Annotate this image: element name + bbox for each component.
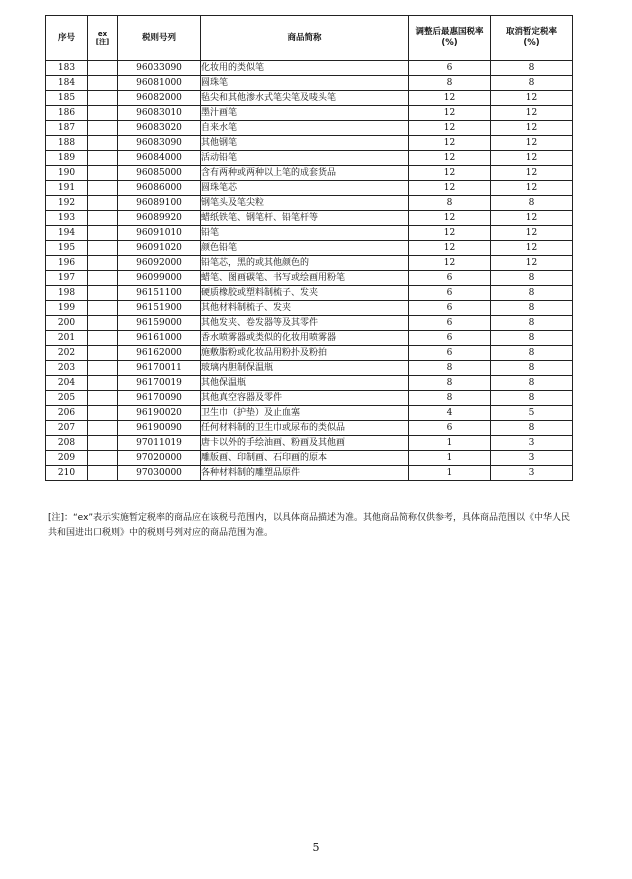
table-row: [46, 271, 573, 286]
cell-adjusted-rate: 1: [409, 466, 491, 481]
cell-cancelled-rate: 12: [491, 226, 573, 241]
cell-adjusted-rate: 8: [409, 376, 491, 391]
cell-ex: [88, 316, 118, 331]
cell-ex: [88, 361, 118, 376]
cell-name: 墨汁画笔: [201, 106, 409, 121]
cell-seq: 197: [46, 271, 88, 286]
cell-adjusted-rate: 6: [409, 61, 491, 76]
cell-code: 96083090: [118, 136, 201, 151]
header-cancelled-label: 取消暂定税率: [505, 27, 557, 37]
cell-seq: 199: [46, 301, 88, 316]
cell-ex: [88, 181, 118, 196]
cell-seq: 185: [46, 91, 88, 106]
cell-name: 毡尖和其他渗水式笔尖笔及唛头笔: [201, 91, 409, 106]
tariff-table: [45, 15, 573, 481]
cell-cancelled-rate: 12: [491, 121, 573, 136]
cell-cancelled-rate: 8: [491, 316, 573, 331]
cell-cancelled-rate: 8: [491, 346, 573, 361]
table-row: [46, 451, 573, 466]
cell-adjusted-rate: 12: [409, 106, 491, 121]
cell-cancelled-rate: 3: [491, 436, 573, 451]
cell-cancelled-rate: 8: [491, 61, 573, 76]
header-cancelled: [491, 16, 573, 61]
table-row: [46, 316, 573, 331]
cell-name: 任何材料制的卫生巾或尿布的类似品: [201, 421, 409, 436]
cell-adjusted-rate: 6: [409, 421, 491, 436]
table-row: [46, 181, 573, 196]
cell-adjusted-rate: 12: [409, 121, 491, 136]
cell-adjusted-rate: 6: [409, 286, 491, 301]
cell-adjusted-rate: 1: [409, 436, 491, 451]
table-row: [46, 61, 573, 76]
cell-seq: 191: [46, 181, 88, 196]
cell-code: 96089100: [118, 196, 201, 211]
table-row: [46, 391, 573, 406]
cell-cancelled-rate: 12: [491, 241, 573, 256]
footnote: [注]：“ex”表示实施暂定税率的商品应在该税号范围内，以具体商品描述为准。其他商品简称仅供参考，具体商品范围以《中华人民共和国进出口税则》中的税则号列对应的商品范围为准。: [48, 513, 571, 538]
cell-cancelled-rate: 3: [491, 451, 573, 466]
cell-seq: 196: [46, 256, 88, 271]
cell-code: 96190090: [118, 421, 201, 436]
cell-name: 施敷脂粉或化妆品用粉扑及粉拍: [201, 346, 409, 361]
table-header: [46, 16, 573, 61]
table-row: [46, 106, 573, 121]
cell-name: 其他发夹、卷发器等及其零件: [201, 316, 409, 331]
cell-seq: 189: [46, 151, 88, 166]
cell-cancelled-rate: 8: [491, 196, 573, 211]
cell-ex: [88, 241, 118, 256]
cell-adjusted-rate: 12: [409, 211, 491, 226]
cell-name: 其他保温瓶: [201, 376, 409, 391]
cell-seq: 203: [46, 361, 88, 376]
cell-ex: [88, 331, 118, 346]
cell-seq: 204: [46, 376, 88, 391]
table-row: [46, 151, 573, 166]
cell-ex: [88, 286, 118, 301]
cell-ex: [88, 136, 118, 151]
header-adjusted-label: 调整后最惠国税率: [415, 27, 484, 37]
cell-adjusted-rate: 12: [409, 136, 491, 151]
cell-adjusted-rate: 6: [409, 316, 491, 331]
table-row: [46, 376, 573, 391]
cell-seq: 202: [46, 346, 88, 361]
cell-cancelled-rate: 8: [491, 286, 573, 301]
cell-code: 96033090: [118, 61, 201, 76]
cell-cancelled-rate: 12: [491, 91, 573, 106]
cell-name: 蜡笔、图画碳笔、书写或绘画用粉笔: [201, 271, 409, 286]
cell-code: 96170011: [118, 361, 201, 376]
header-ex-note: [注]: [95, 38, 110, 46]
header-ex: [88, 16, 118, 61]
cell-seq: 198: [46, 286, 88, 301]
cell-adjusted-rate: 4: [409, 406, 491, 421]
cell-cancelled-rate: 8: [491, 271, 573, 286]
table-row: [46, 121, 573, 136]
cell-ex: [88, 406, 118, 421]
cell-seq: 206: [46, 406, 88, 421]
cell-ex: [88, 106, 118, 121]
cell-adjusted-rate: 8: [409, 361, 491, 376]
cell-cancelled-rate: 8: [491, 421, 573, 436]
cell-name: 圆珠笔: [201, 76, 409, 91]
cell-adjusted-rate: 6: [409, 346, 491, 361]
cell-cancelled-rate: 12: [491, 181, 573, 196]
cell-code: 96083020: [118, 121, 201, 136]
cell-seq: 188: [46, 136, 88, 151]
cell-code: 96081000: [118, 76, 201, 91]
header-name: 商品简称: [201, 16, 409, 61]
cell-seq: 194: [46, 226, 88, 241]
cell-name: 活动铅笔: [201, 151, 409, 166]
cell-adjusted-rate: 6: [409, 271, 491, 286]
cell-adjusted-rate: 1: [409, 451, 491, 466]
cell-seq: 201: [46, 331, 88, 346]
cell-adjusted-rate: 6: [409, 331, 491, 346]
cell-adjusted-rate: 12: [409, 181, 491, 196]
cell-ex: [88, 76, 118, 91]
header-cancelled-unit: (%): [523, 38, 540, 48]
cell-code: 96083010: [118, 106, 201, 121]
cell-code: 96092000: [118, 256, 201, 271]
table-row: [46, 136, 573, 151]
cell-cancelled-rate: 12: [491, 106, 573, 121]
cell-cancelled-rate: 8: [491, 76, 573, 91]
cell-name: 颜色铅笔: [201, 241, 409, 256]
cell-ex: [88, 466, 118, 481]
cell-seq: 183: [46, 61, 88, 76]
cell-name: 圆珠笔芯: [201, 181, 409, 196]
cell-ex: [88, 166, 118, 181]
cell-ex: [88, 211, 118, 226]
cell-ex: [88, 256, 118, 271]
cell-seq: 184: [46, 76, 88, 91]
cell-code: 96089920: [118, 211, 201, 226]
table-row: [46, 166, 573, 181]
cell-cancelled-rate: 12: [491, 211, 573, 226]
table-row: [46, 91, 573, 106]
cell-adjusted-rate: 6: [409, 301, 491, 316]
cell-name: 铅笔芯，黑的或其他颜色的: [201, 256, 409, 271]
table-body: [46, 61, 573, 481]
cell-ex: [88, 226, 118, 241]
table-row: [46, 226, 573, 241]
cell-code: 96099000: [118, 271, 201, 286]
header-row: [46, 16, 573, 61]
cell-adjusted-rate: 12: [409, 91, 491, 106]
cell-cancelled-rate: 12: [491, 151, 573, 166]
table-row: [46, 406, 573, 421]
cell-name: 香水喷雾器或类似的化妆用喷雾器: [201, 331, 409, 346]
cell-name: 蜡纸铁笔、钢笔杆、铅笔杆等: [201, 211, 409, 226]
cell-cancelled-rate: 8: [491, 361, 573, 376]
cell-ex: [88, 196, 118, 211]
cell-seq: 208: [46, 436, 88, 451]
cell-adjusted-rate: 8: [409, 196, 491, 211]
cell-code: 96151900: [118, 301, 201, 316]
cell-name: 唐卡以外的手绘油画、粉画及其他画: [201, 436, 409, 451]
table-row: [46, 196, 573, 211]
cell-ex: [88, 436, 118, 451]
cell-code: 96085000: [118, 166, 201, 181]
cell-adjusted-rate: 8: [409, 391, 491, 406]
cell-name: 各种材料制的雕塑品原件: [201, 466, 409, 481]
page-number: 5: [312, 841, 320, 854]
cell-name: 化妆用的类似笔: [201, 61, 409, 76]
cell-code: 97020000: [118, 451, 201, 466]
cell-name: 玻璃内胆制保温瓶: [201, 361, 409, 376]
cell-seq: 186: [46, 106, 88, 121]
cell-name: 铅笔: [201, 226, 409, 241]
table-row: [46, 256, 573, 271]
cell-ex: [88, 301, 118, 316]
table-row: [46, 241, 573, 256]
cell-name: 自来水笔: [201, 121, 409, 136]
cell-ex: [88, 61, 118, 76]
cell-name: 其他钢笔: [201, 136, 409, 151]
table-row: [46, 436, 573, 451]
cell-name: 硬质橡胶或塑料制梳子、发夹: [201, 286, 409, 301]
cell-code: 96190020: [118, 406, 201, 421]
cell-cancelled-rate: 8: [491, 376, 573, 391]
cell-ex: [88, 376, 118, 391]
table-row: [46, 466, 573, 481]
cell-cancelled-rate: 8: [491, 391, 573, 406]
cell-code: 96159000: [118, 316, 201, 331]
cell-code: 96170019: [118, 376, 201, 391]
cell-code: 96082000: [118, 91, 201, 106]
table-row: [46, 346, 573, 361]
cell-ex: [88, 346, 118, 361]
cell-seq: 205: [46, 391, 88, 406]
cell-ex: [88, 391, 118, 406]
cell-seq: 192: [46, 196, 88, 211]
cell-seq: 209: [46, 451, 88, 466]
cell-code: 96170090: [118, 391, 201, 406]
header-ex-label: ex: [97, 30, 108, 38]
cell-seq: 210: [46, 466, 88, 481]
cell-ex: [88, 451, 118, 466]
header-code: 税则号列: [118, 16, 201, 61]
cell-code: 96086000: [118, 181, 201, 196]
cell-name: 钢笔头及笔尖粒: [201, 196, 409, 211]
cell-code: 96161000: [118, 331, 201, 346]
cell-code: 97030000: [118, 466, 201, 481]
cell-adjusted-rate: 12: [409, 241, 491, 256]
cell-seq: 193: [46, 211, 88, 226]
cell-code: 97011019: [118, 436, 201, 451]
table-row: [46, 211, 573, 226]
cell-ex: [88, 91, 118, 106]
cell-adjusted-rate: 12: [409, 151, 491, 166]
cell-name: 含有两种或两种以上笔的成套货品: [201, 166, 409, 181]
cell-adjusted-rate: 12: [409, 166, 491, 181]
cell-adjusted-rate: 12: [409, 226, 491, 241]
cell-code: 96091020: [118, 241, 201, 256]
cell-name: 雕版画、印制画、石印画的原本: [201, 451, 409, 466]
cell-adjusted-rate: 8: [409, 76, 491, 91]
cell-seq: 187: [46, 121, 88, 136]
cell-name: 卫生巾（护垫）及止血塞: [201, 406, 409, 421]
table-row: [46, 301, 573, 316]
cell-cancelled-rate: 3: [491, 466, 573, 481]
cell-cancelled-rate: 8: [491, 331, 573, 346]
cell-ex: [88, 421, 118, 436]
cell-ex: [88, 271, 118, 286]
cell-cancelled-rate: 5: [491, 406, 573, 421]
cell-cancelled-rate: 8: [491, 301, 573, 316]
cell-seq: 200: [46, 316, 88, 331]
cell-name: 其他真空容器及零件: [201, 391, 409, 406]
cell-seq: 207: [46, 421, 88, 436]
header-seq: 序号: [46, 16, 88, 61]
table-row: [46, 331, 573, 346]
cell-cancelled-rate: 12: [491, 166, 573, 181]
cell-code: 96151100: [118, 286, 201, 301]
cell-ex: [88, 151, 118, 166]
table-row: [46, 421, 573, 436]
cell-code: 96084000: [118, 151, 201, 166]
cell-name: 其他材料制梳子、发夹: [201, 301, 409, 316]
table-row: [46, 361, 573, 376]
table-row: [46, 76, 573, 91]
cell-seq: 195: [46, 241, 88, 256]
cell-adjusted-rate: 12: [409, 256, 491, 271]
cell-cancelled-rate: 12: [491, 256, 573, 271]
cell-code: 96091010: [118, 226, 201, 241]
header-adjusted: [409, 16, 491, 61]
table-row: [46, 286, 573, 301]
cell-seq: 190: [46, 166, 88, 181]
cell-code: 96162000: [118, 346, 201, 361]
cell-cancelled-rate: 12: [491, 136, 573, 151]
cell-ex: [88, 121, 118, 136]
header-adjusted-unit: (%): [441, 38, 458, 48]
